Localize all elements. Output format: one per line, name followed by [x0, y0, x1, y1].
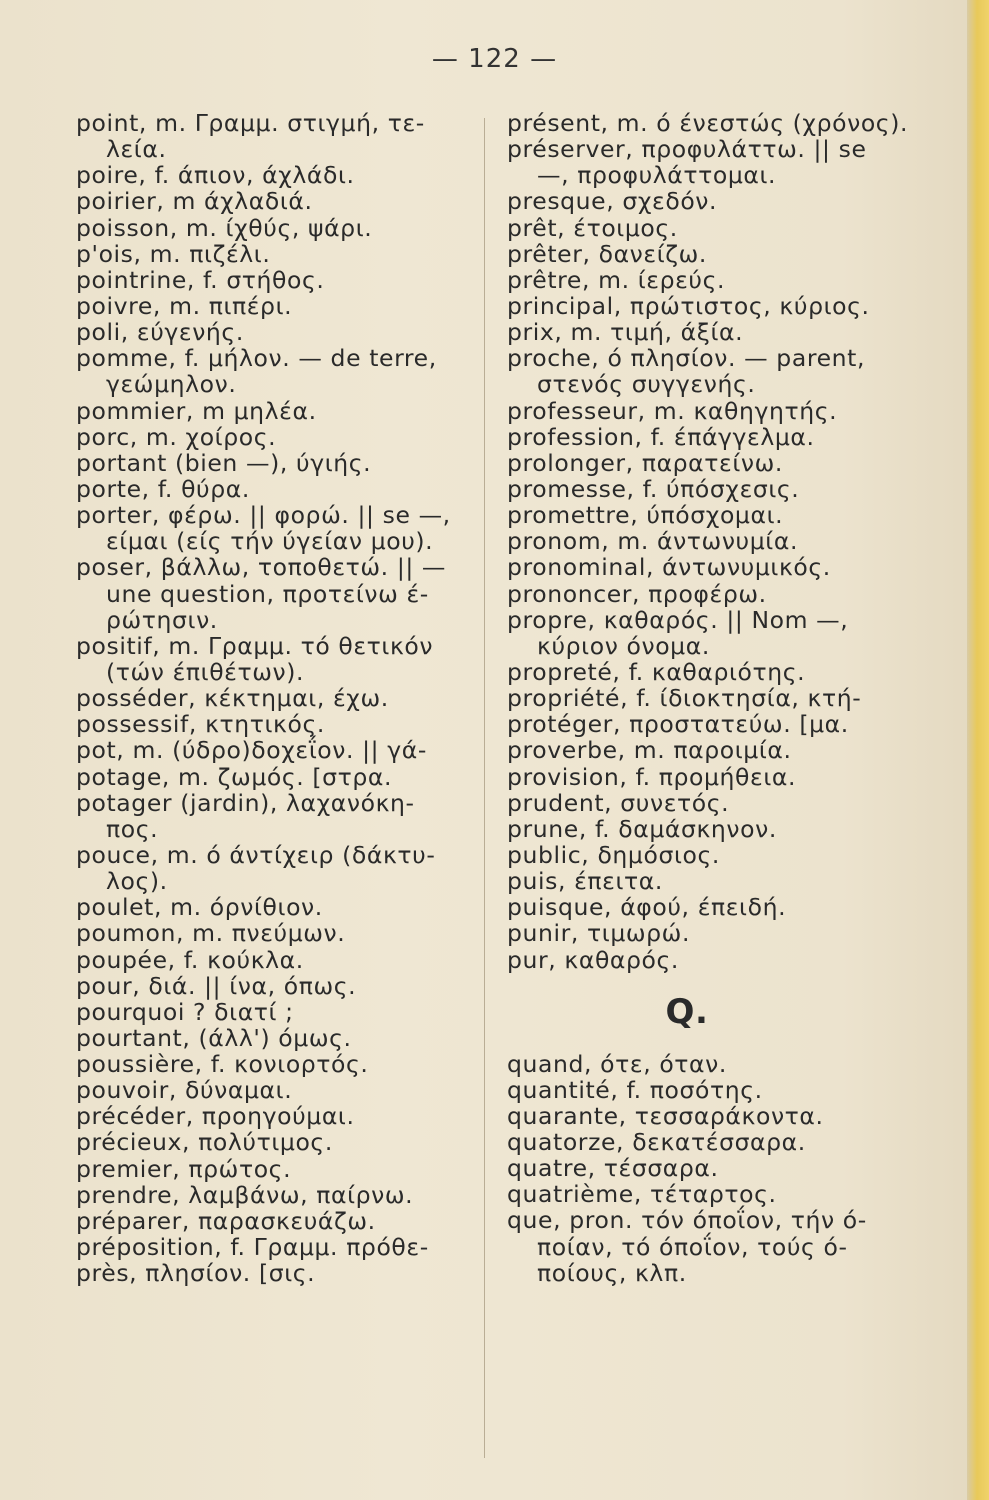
dictionary-entry-line: pourquoi ? διατί ; [76, 997, 294, 1026]
dictionary-entry-line: promesse, f. ύπόσχεσις. [507, 474, 800, 503]
dictionary-entry-line: que, pron. τόν όποΐον, τήν ό- [507, 1206, 867, 1235]
dictionary-entry-line: quarante, τεσσαράκοντα. [507, 1101, 824, 1130]
dictionary-entry-line: poulet, m. όρνίθιον. [76, 893, 323, 922]
dictionary-entry-line: quantité, f. ποσότης. [507, 1075, 763, 1104]
dictionary-entry-line: potager (jardin), λαχανόκη- [76, 788, 415, 817]
entry-continuation-line: είμαι (είς τήν ύγείαν μου). [106, 527, 434, 556]
dictionary-entry-line: poumon, m. πνεύμων. [76, 919, 346, 948]
dictionary-entry-line: précéder, προηγούμαι. [76, 1102, 355, 1131]
entry-continuation-line: ρώτησιν. [106, 605, 218, 634]
dictionary-entry-line: pronom, m. άντωνυμία. [507, 527, 799, 556]
dictionary-entry-line: prune, f. δαμάσκηνον. [507, 814, 777, 843]
entry-continuation-line: ποίους, κλπ. [537, 1258, 687, 1287]
column-divider [484, 118, 485, 1458]
dictionary-entry-line: protéger, προστατεύω. [μα. [507, 710, 849, 739]
right-column-top-entries [507, 110, 927, 973]
dictionary-entry-line: poivre, m. πιπέρι. [76, 291, 293, 320]
dictionary-entry-line: presque, σχεδόν. [507, 187, 718, 216]
page-gilt-edge [967, 0, 989, 1500]
dictionary-entry-line: précieux, πολύτιμος. [76, 1128, 333, 1157]
dictionary-entry-line: portant (bien —), ύγιής. [76, 448, 372, 477]
dictionary-entry-line: quatre, τέσσαρα. [507, 1154, 719, 1183]
dictionary-entry-line: porc, m. χοίρος. [76, 422, 277, 451]
entry-continuation-line: —, προφυλάττομαι. [537, 161, 777, 190]
dictionary-entry-line: pomme, f. μήλον. — de terre, [76, 344, 437, 373]
dictionary-entry-line: prêter, δανείζω. [507, 239, 707, 268]
left-column [76, 110, 476, 1286]
dictionary-entry-line: premier, πρώτος. [76, 1154, 292, 1183]
entry-continuation-line: λος). [106, 867, 168, 896]
dictionary-entry-line: prudent, συνετός. [507, 788, 730, 817]
page-number: — 122 — [431, 44, 558, 74]
dictionary-entry-line: pronominal, άντωνυμικός. [507, 553, 831, 582]
dictionary-entry-line: quatrième, τέταρτος. [507, 1180, 777, 1209]
dictionary-entry-line: pouvoir, δύναμαι. [76, 1076, 293, 1105]
dictionary-entry-line: pouce, m. ό άντίχειρ (δάκτυ- [76, 840, 436, 869]
dictionary-entry-line: porte, f. θύρα. [76, 474, 250, 503]
dictionary-entry-line: poirier, m άχλαδιά. [76, 187, 313, 216]
dictionary-entry-line: prononcer, προφέρω. [507, 579, 767, 608]
entry-continuation-line: (τών έπιθέτων). [106, 657, 305, 686]
dictionary-entry-line: poisson, m. ίχθύς, ψάρι. [76, 213, 373, 242]
entry-continuation-line: γεώμηλον. [106, 370, 237, 399]
dictionary-entry-line: puisque, άφού, έπειδή. [507, 893, 787, 922]
dictionary-entry-line: pour, διά. || ίνα, όπως. [76, 971, 357, 1000]
dictionary-entry-line: poire, f. άπιον, άχλάδι. [76, 161, 355, 190]
dictionary-entry-line: positif, m. Γραμμ. τό θετικόν [76, 631, 434, 660]
entry-continuation-line: κύριον όνομα. [537, 631, 710, 660]
entry-continuation-line: ποίαν, τό όποΐον, τούς ό- [537, 1232, 848, 1261]
section-letter-heading: Q. [665, 991, 709, 1032]
dictionary-entry-line: pur, καθαρός. [507, 945, 679, 974]
dictionary-entry-line: pointrine, f. στήθος. [76, 265, 325, 294]
dictionary-entry-line: pommier, m μηλέα. [76, 396, 317, 425]
dictionary-entry-line: propreté, f. καθαριότης. [507, 657, 806, 686]
right-column [507, 110, 927, 1286]
dictionary-entry-line: poli, εύγενής. [76, 318, 244, 347]
dictionary-entry-line: quatorze, δεκατέσσαρα. [507, 1128, 806, 1157]
dictionary-entry-line: punir, τιμωρώ. [507, 919, 691, 948]
dictionary-entry-line: porter, φέρω. || φορώ. || se —, [76, 501, 451, 530]
dictionary-entry-line: provision, f. προμήθεια. [507, 762, 797, 791]
dictionary-entry-line: prolonger, παρατείνω. [507, 448, 783, 477]
dictionary-entry-line: préparer, παρασκευάζω. [76, 1206, 376, 1235]
dictionary-entry-line: potage, m. ζωμός. [στρα. [76, 762, 393, 791]
dictionary-entry-line: prêtre, m. ίερεύς. [507, 265, 726, 294]
dictionary-entry-line: principal, πρώτιστος, κύριος. [507, 291, 870, 320]
entry-continuation-line: λεία. [106, 135, 167, 164]
dictionary-entry-line: préposition, f. Γραμμ. πρόθε- [76, 1233, 429, 1262]
right-column-bottom-entries [507, 1051, 927, 1286]
entry-continuation-line: στενός συγγενής. [537, 370, 756, 399]
dictionary-entry-line: proche, ό πλησίον. — parent, [507, 344, 866, 373]
entry-continuation-line: πος. [106, 814, 159, 843]
dictionary-entry-line: proverbe, m. παροιμία. [507, 736, 792, 765]
dictionary-entry-line: près, πλησίον. [σις. [76, 1259, 316, 1288]
dictionary-entry-line: pot, m. (ύδρο)δοχεΐον. || γά- [76, 736, 427, 765]
dictionary-entry-line: prêt, έτοιμος. [507, 213, 678, 242]
dictionary-entry-line: poussière, f. κονιορτός. [76, 1050, 369, 1079]
dictionary-entry-line: poser, βάλλω, τοποθετώ. || — [76, 553, 447, 582]
dictionary-entry-line: promettre, ύπόσχομαι. [507, 501, 784, 530]
dictionary-entry-line: propriété, f. ίδιοκτησία, κτή- [507, 684, 862, 713]
dictionary-entry-line: point, m. Γραμμ. στιγμή, τε- [76, 109, 425, 137]
dictionary-entry-line: professeur, m. καθηγητής. [507, 396, 838, 425]
dictionary-entry-line: présent, m. ό ένεστώς (χρόνος). [507, 109, 909, 137]
dictionary-entry-line: prix, m. τιμή, άξία. [507, 318, 744, 347]
dictionary-entry-line: propre, καθαρός. || Nom —, [507, 605, 849, 634]
dictionary-entry-line: préserver, προφυλάττω. || se [507, 135, 867, 164]
dictionary-entry-line: quand, ότε, όταν. [507, 1049, 727, 1078]
dictionary-entry-line: p'ois, m. πιζέλι. [76, 239, 271, 268]
dictionary-entry-line: poupée, f. κούκλα. [76, 945, 304, 974]
dictionary-entry-line: profession, f. έπάγγελμα. [507, 422, 815, 451]
dictionary-entry-line: puis, έπειτα. [507, 867, 663, 896]
dictionary-entry-line: possessif, κτητικός. [76, 710, 325, 739]
entry-continuation-line: une question, προτείνω έ- [106, 579, 429, 608]
dictionary-entry-line: pourtant, (άλλ') όμως. [76, 1023, 352, 1052]
dictionary-entry-line: prendre, λαμβάνω, παίρνω. [76, 1180, 414, 1209]
dictionary-entry-line: posséder, κέκτημαι, έχω. [76, 684, 389, 713]
dictionary-entry-line: public, δημόσιος. [507, 840, 720, 869]
